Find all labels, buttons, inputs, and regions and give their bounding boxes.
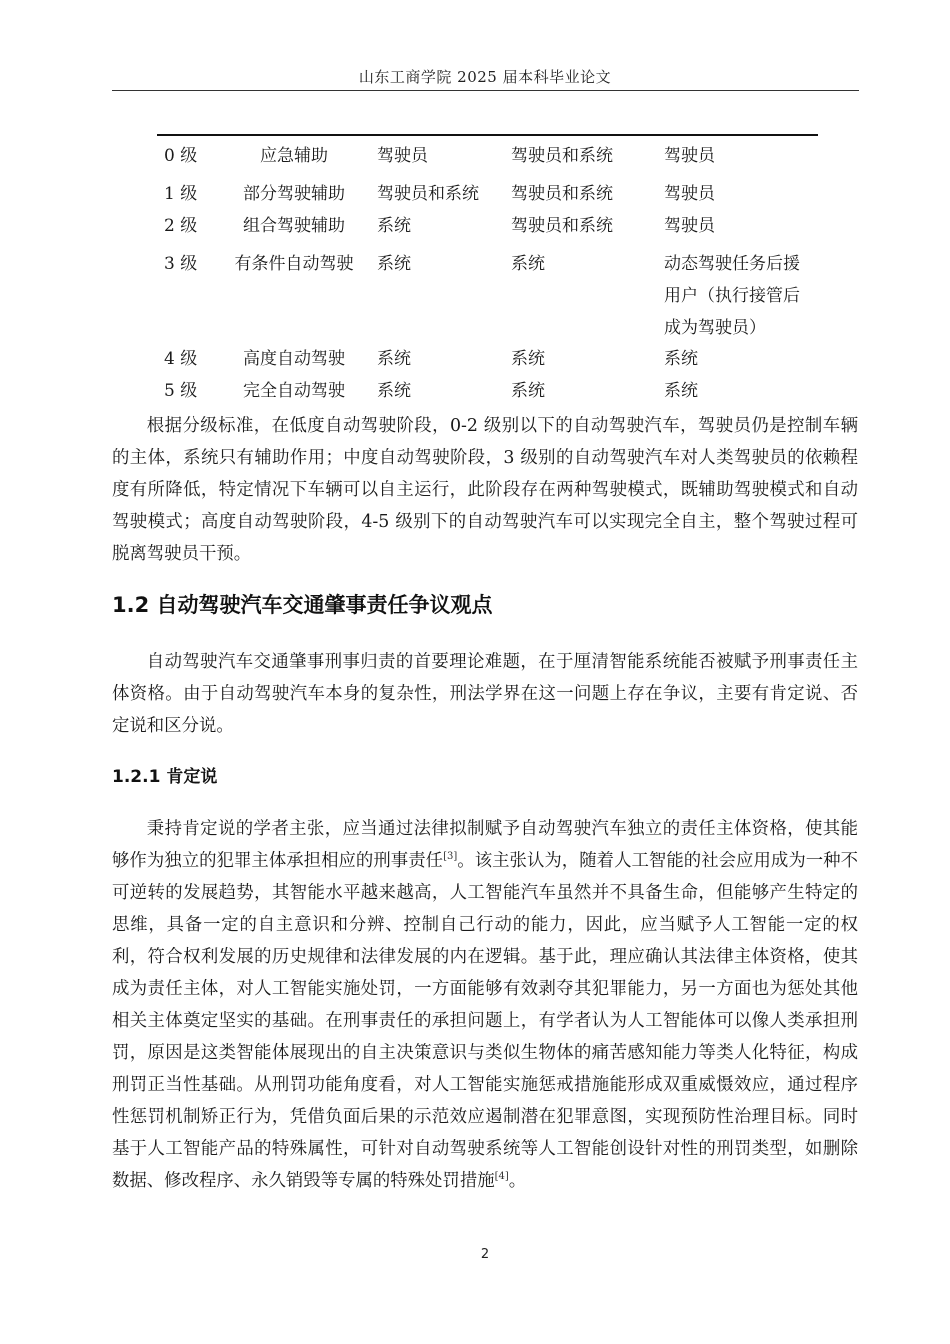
running-header: 山东工商学院 2025 届本科毕业论文	[358, 68, 612, 86]
table-cell: 系统	[377, 254, 411, 274]
table-cell: 应急辅助	[260, 146, 328, 166]
table-cell: 5 级	[164, 381, 198, 401]
citation-marker[interactable]: [3]	[443, 851, 458, 863]
citation-marker[interactable]: [4]	[494, 1171, 509, 1183]
table-cell: 系统	[511, 381, 545, 401]
table-cell: 驾驶员和系统	[511, 216, 613, 236]
table-cell: 动态驾驶任务后援用户（执行接管后 成为驾驶员）	[664, 254, 800, 338]
table-cell: 组合驾驶辅助	[243, 216, 345, 236]
table-cell: 完全自动驾驶	[243, 381, 345, 401]
body-paragraph: 自动驾驶汽车交通肇事刑事归责的首要理论难题，在于厘清智能系统能否被赋予刑事责任主体资格。由于自动驾驶汽车本身的复杂性，刑法学界在这一问题上存在争议，主要有肯定说、否定说和区分说。	[112, 652, 858, 736]
table-cell: 部分驾驶辅助	[243, 184, 345, 204]
table-cell: 系统	[511, 254, 545, 274]
table-cell: 系统	[511, 349, 545, 369]
table-cell: 系统	[664, 349, 698, 369]
table-cell: 系统	[377, 216, 411, 236]
table-cell: 有条件自动驾驶	[234, 254, 354, 274]
table-cell: 驾驶员和系统	[511, 146, 613, 166]
table-cell: 系统	[664, 381, 698, 401]
table-cell: 驾驶员和系统	[511, 184, 613, 204]
table-cell: 2 级	[164, 216, 198, 236]
table-cell: 4 级	[164, 349, 198, 369]
table-top-rule	[157, 134, 818, 136]
table-cell: 驾驶员	[664, 146, 715, 166]
page-number: 2	[480, 1247, 490, 1262]
subsection-heading: 1.2.1 肯定说	[112, 767, 218, 787]
body-paragraph	[112, 813, 858, 1197]
table-cell: 0 级	[164, 146, 198, 166]
section-heading: 1.2 自动驾驶汽车交通肇事责任争议观点	[112, 593, 493, 617]
table-cell: 高度自动驾驶	[243, 349, 345, 369]
table-cell: 驾驶员	[377, 146, 428, 166]
table-cell: 系统	[377, 381, 411, 401]
table-cell: 驾驶员和系统	[377, 184, 479, 204]
table-cell: 驾驶员	[664, 216, 715, 236]
header-rule	[112, 90, 859, 91]
paragraph-text: 。	[508, 1171, 527, 1191]
body-paragraph: 根据分级标准，在低度自动驾驶阶段，0-2 级别以下的自动驾驶汽车，驾驶员仍是控制车辆的主体，系统只有辅助作用；中度自动驾驶阶段，3 级别的自动驾驶汽车对人类驾驶员的依赖程度有所降低，特定情况下车辆可以自主运行，此阶段存在两种驾驶模式，既辅助驾驶模式和自动驾驶模式；高度自动驾驶阶段，4-5 级别下的自动驾驶汽车可以实现完全自主，整个驾驶过程可脱离驾驶员干预。	[112, 416, 858, 564]
table-cell: 3 级	[164, 254, 198, 274]
paragraph-text: 。该主张认为，随着人工智能的社会应用成为一种不可逆转的发展趋势，其智能水平越来越高，人工智能汽车虽然并不具备生命，但能够产生特定的思维，具备一定的自主意识和分辨、控制自己行动的能力，因此，应当赋予人工智能一定的权利，符合权利发展的历史规律和法律发展的内在逻辑。基于此，理应确认其法律主体资格，使其成为责任主体，对人工智能实施处罚，一方面能够有效剥夺其犯罪能力，另一方面也为惩处其他相关主体奠定坚实的基础。在刑事责任的承担问题上，有学者认为人工智能体可以像人类承担刑罚，原因是这类智能体展现出的自主决策意识与类似生物体的痛苦感知能力等类人化特征，构成刑罚正当性基础。从刑罚功能角度看，对人工智能实施惩戒措施能形成双重威慑效应，通过程序性惩罚机制矫正行为，凭借负面后果的示范效应遏制潜在犯罪意图，实现预防性治理目标。同时基于人工智能产品的特殊属性，可针对自动驾驶系统等人工智能创设针对性的刑罚类型，如删除数据、修改程序、永久销毁等专属的特殊处罚措施	[112, 851, 858, 1191]
table-cell: 系统	[377, 349, 411, 369]
paragraph-text: 秉持肯定说的学者主张，应当通过法律拟制赋予自动驾驶汽车独立的责任主体资格，使其能够作为独立的犯罪主体承担相应的刑事责任	[112, 819, 858, 871]
table-cell: 驾驶员	[664, 184, 715, 204]
table-cell: 1 级	[164, 184, 198, 204]
